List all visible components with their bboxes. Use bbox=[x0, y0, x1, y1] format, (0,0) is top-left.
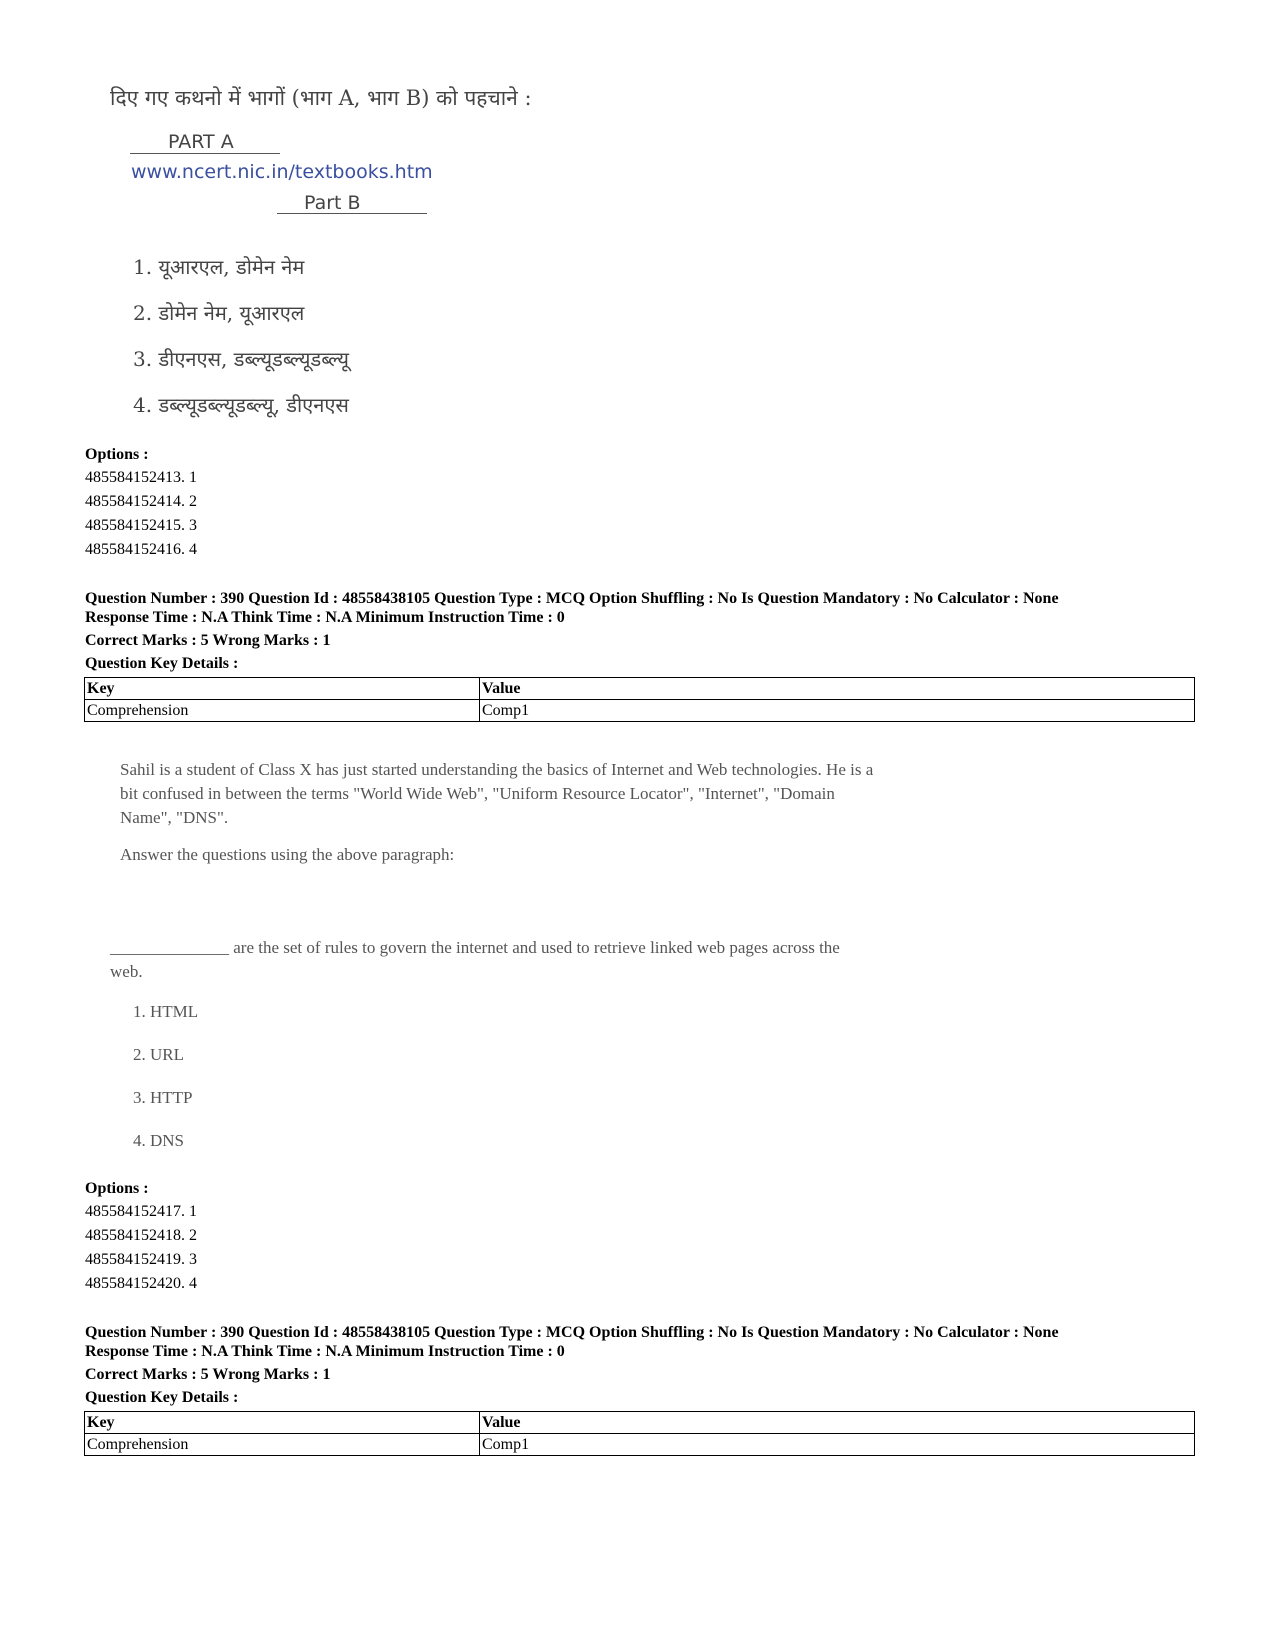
timing-info-line: Response Time : N.A Think Time : N.A Minimum Instruction Time : 0 bbox=[85, 609, 565, 626]
q2-option-1: 1. HTML bbox=[133, 1002, 199, 1021]
part-a-underline bbox=[130, 153, 280, 154]
q1-option-4: 4. डब्ल्यूडब्ल्यूडब्ल्यू, डीएनएस bbox=[133, 393, 349, 417]
q1-option-3: 3. डीएनएस, डब्ल्यूडब्ल्यूडब्ल्यू bbox=[133, 347, 349, 371]
part-a-label: PART A bbox=[168, 131, 234, 153]
key-details-title: Question Key Details : bbox=[85, 1389, 239, 1406]
part-b-label: Part B bbox=[304, 192, 361, 214]
table-header-row bbox=[85, 678, 1195, 700]
table-row bbox=[85, 700, 1195, 722]
options-block-2 bbox=[85, 1178, 197, 1296]
options-title: Options : bbox=[85, 1180, 149, 1197]
q2-option-4: 4. DNS bbox=[133, 1131, 185, 1150]
q2-stem-line2: web. bbox=[110, 962, 143, 981]
marks-info-line: Correct Marks : 5 Wrong Marks : 1 bbox=[85, 1366, 331, 1383]
table-header-key: Key bbox=[85, 678, 480, 700]
question-info-line: Question Number : 390 Question Id : 48558438105 Question Type : MCQ Option Shuffling : No Is Question Mandatory : No Calculator : None bbox=[85, 1324, 1059, 1341]
table-cell-key: Comprehension bbox=[85, 1434, 480, 1456]
key-details-title: Question Key Details : bbox=[85, 655, 239, 672]
passage-line: Name", "DNS". bbox=[120, 808, 229, 827]
table-header-key: Key bbox=[85, 1412, 480, 1434]
q2-option-3: 3. HTTP bbox=[133, 1088, 193, 1107]
marks-info-line: Correct Marks : 5 Wrong Marks : 1 bbox=[85, 632, 331, 649]
table-row bbox=[85, 1434, 1195, 1456]
table-cell-value: Comp1 bbox=[480, 700, 1195, 722]
option-id-line: 485584152417. 1 bbox=[85, 1203, 197, 1220]
option-id-line: 485584152418. 2 bbox=[85, 1227, 197, 1244]
question-info-line: Question Number : 390 Question Id : 48558438105 Question Type : MCQ Option Shuffling : No Is Question Mandatory : No Calculator : None bbox=[85, 590, 1059, 607]
options-block-1 bbox=[85, 444, 197, 562]
q2-stem-text: are the set of rules to govern the internet and used to retrieve linked web pages across the bbox=[229, 938, 840, 957]
q2-stem bbox=[110, 936, 840, 984]
table-header-value: Value bbox=[480, 1412, 1195, 1434]
key-value-table-2 bbox=[84, 1411, 1195, 1456]
q2-blank: ______________ bbox=[110, 938, 229, 957]
passage-instruction: Answer the questions using the above paragraph: bbox=[120, 845, 455, 864]
example-url: www.ncert.nic.in/textbooks.htm bbox=[131, 161, 433, 183]
question-meta-1 bbox=[85, 589, 1059, 673]
option-id-line: 485584152413. 1 bbox=[85, 469, 197, 486]
comprehension-passage bbox=[120, 758, 873, 830]
timing-info-line: Response Time : N.A Think Time : N.A Minimum Instruction Time : 0 bbox=[85, 1343, 565, 1360]
option-id-line: 485584152415. 3 bbox=[85, 517, 197, 534]
passage-line: Sahil is a student of Class X has just started understanding the basics of Internet and Web technologies. He is a bbox=[120, 760, 874, 779]
part-b-underline bbox=[277, 213, 427, 214]
option-id-line: 485584152416. 4 bbox=[85, 541, 197, 558]
table-header-value: Value bbox=[480, 678, 1195, 700]
table-cell-key: Comprehension bbox=[85, 700, 480, 722]
q1-prompt: दिए गए कथनो में भागों (भाग A, भाग B) को पहचाने : bbox=[110, 86, 532, 110]
option-id-line: 485584152419. 3 bbox=[85, 1251, 197, 1268]
table-cell-value: Comp1 bbox=[480, 1434, 1195, 1456]
question-meta-2 bbox=[85, 1323, 1059, 1407]
options-title: Options : bbox=[85, 446, 149, 463]
passage-line: bit confused in between the terms "World Wide Web", "Uniform Resource Locator", "Internet", "Domain bbox=[120, 784, 835, 803]
table-header-row bbox=[85, 1412, 1195, 1434]
q2-option-2: 2. URL bbox=[133, 1045, 184, 1064]
key-value-table-1 bbox=[84, 677, 1195, 722]
q1-option-1: 1. यूआरएल, डोमेन नेम bbox=[133, 255, 305, 279]
option-id-line: 485584152414. 2 bbox=[85, 493, 197, 510]
option-id-line: 485584152420. 4 bbox=[85, 1275, 197, 1292]
q1-option-2: 2. डोमेन नेम, यूआरएल bbox=[133, 301, 305, 325]
